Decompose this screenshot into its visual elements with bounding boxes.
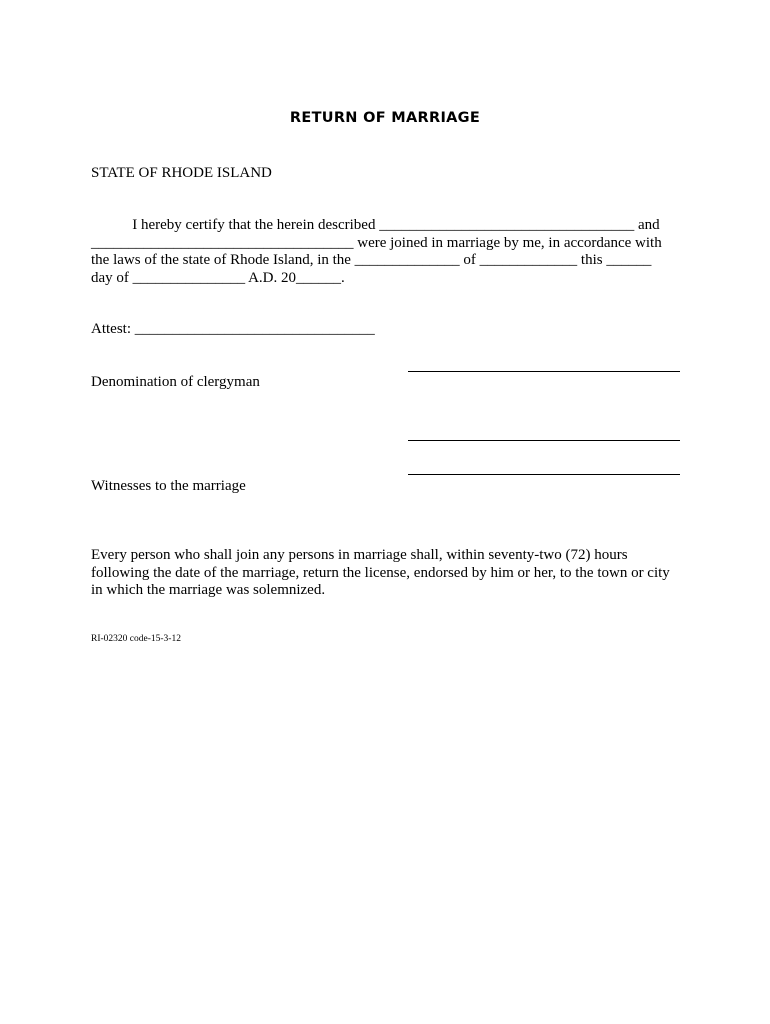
certification-line: ___________________________________ were joined in marriage by me, in accordance with [91,234,662,251]
notice-paragraph [91,547,691,600]
witness-signature-line-2 [408,474,680,475]
certification-line: day of _______________ A.D. 20______. [91,269,345,286]
notice-line: Every person who shall join any persons in marriage shall, within seventy-two (72) hours [91,547,628,563]
witnesses-label: Witnesses to the marriage [91,478,246,494]
denomination-label: Denomination of clergyman [91,374,260,390]
page-title: RETURN OF MARRIAGE [289,110,481,126]
notice-line: following the date of the marriage, return the license, endorsed by him or her, to the town or city [91,564,670,581]
witness-signature-line-1 [408,440,680,441]
certification-paragraph [91,217,681,287]
certification-line: the laws of the state of Rhode Island, in the ______________ of _____________ this ______ [91,252,652,268]
state-heading: STATE OF RHODE ISLAND [91,165,272,181]
form-code: RI-02320 code-15-3-12 [91,634,181,644]
certification-line: I hereby certify that the herein described __________________________________ and [91,217,660,233]
clergyman-signature-line [408,371,680,372]
attest-field: Attest: ________________________________ [91,321,375,337]
notice-line: in which the marriage was solemnized. [91,582,326,598]
